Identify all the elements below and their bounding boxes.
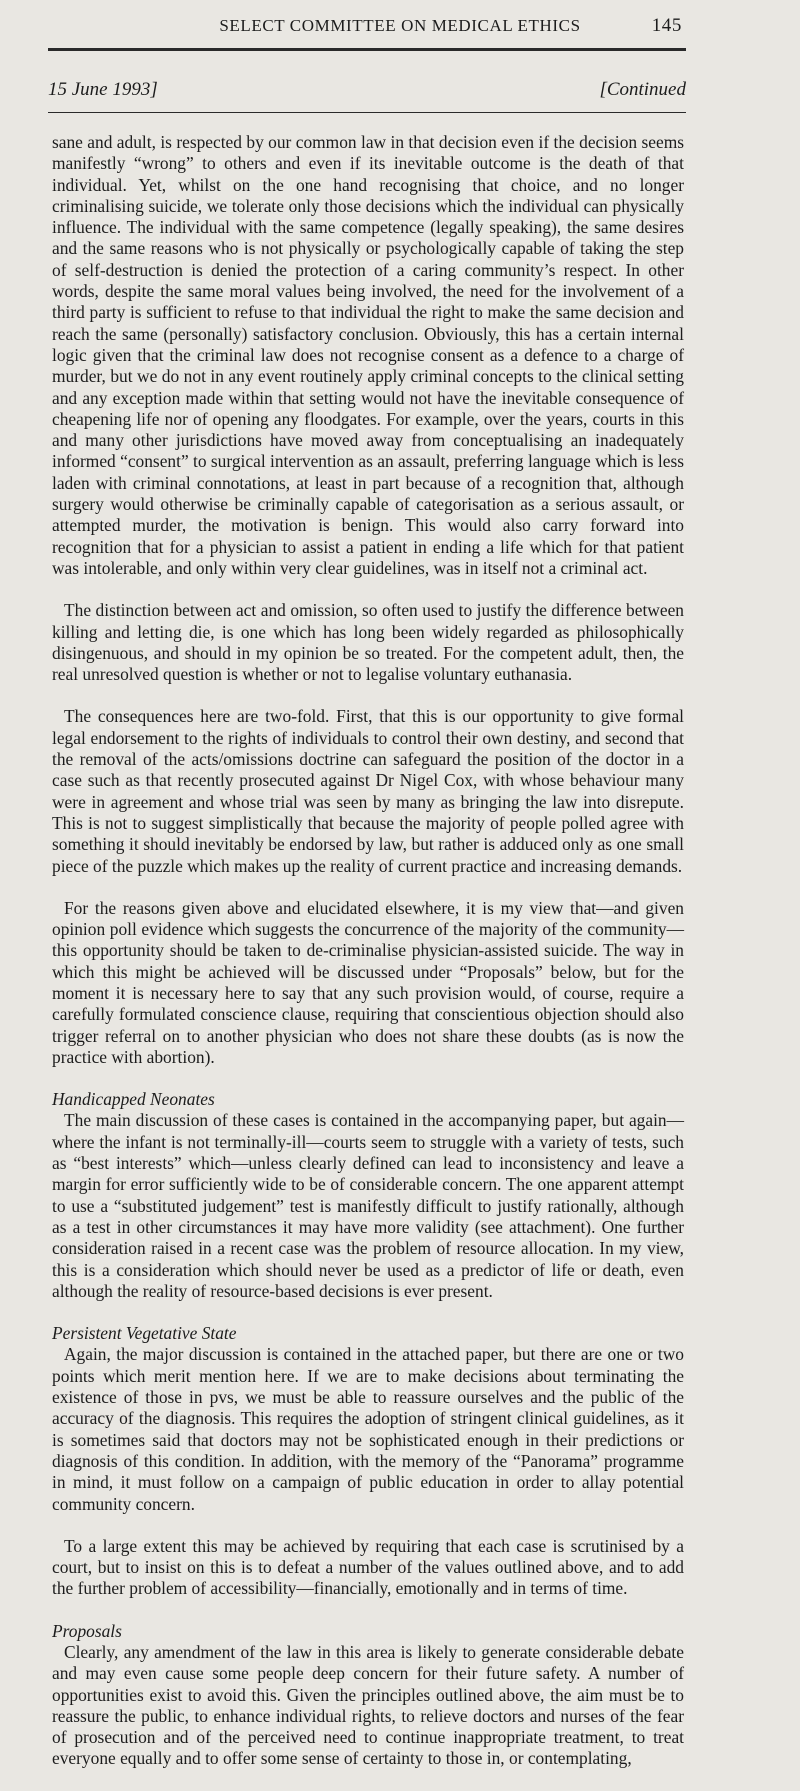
paragraph: For the reasons given above and elucidated elsewhere, it is my view that—and given opinion poll evidence which suggests the concurrence of the majority of the community—this opportunity should be taken to de-criminalise physician-assisted suicide. The way in which this might be achieved will be discussed under “Proposals” below, but for the moment it is necessary here to say that any such provision would, of course, require a carefully formulated conscience clause, requiring that conscientious objection should also trigger referral on to another physician who does not share these doubts (as is now the practice with abortion). [52,897,684,1067]
continued-label: [Continued [599,79,686,100]
section-heading: Persistent Vegetative State [52,1323,237,1344]
paragraph: The main discussion of these cases is contained in the accompanying paper, but again—where the infant is not terminally-ill—courts seem to struggle with a variety of tests, such as “best interests” which—unless clearly defined can lead to inconsistency and leave a margin for error sufficiently wide to be of considerable concern. The one apparent attempt to use a “substituted judgement” test is manifestly difficult to justify rationally, although as a test in other circumstances it may have more validity (see attachment). One further consideration raised in a recent case was the problem of resource allocation. In my view, this is a consideration which should never be used as a predictor of life or death, even although the reality of resource-based decisions is ever present. [52,1110,684,1301]
paragraph: Clearly, any amendment of the law in this area is likely to generate considerable debate and may even cause some people deep concern for their future safety. A number of opportunities exist to avoid this. Given the principles outlined above, the aim must be to reassure the public, to enhance individual rights, to relieve doctors and nurses of the fear of prosecution and of the perceived need to continue inappropriate treatment, to treat everyone equally and to offer some sense of certainty to those in, or contemplating, [52,1642,684,1769]
paragraph: To a large extent this may be achieved by requiring that each case is scrutinised by a court, but to insist on this is to defeat a number of the values outlined above, and to add the further problem of accessibility—financially, emotionally and in terms of time. [52,1535,684,1599]
header-rule-thin [48,112,686,113]
section-heading: Handicapped Neonates [52,1089,215,1110]
sitting-date: 15 June 1993] [48,79,158,100]
document-body [52,132,684,1791]
paragraph: The distinction between act and omission, so often used to justify the difference between killing and letting die, is one which has long been widely regarded as philosophically disingenuous, and should in my opinion be so treated. For the competent adult, then, the real unresolved question is whether or not to legalise voluntary euthanasia. [52,600,684,685]
page-number: 145 [651,15,682,36]
section-heading: Proposals [52,1620,122,1641]
paragraph: sane and adult, is respected by our common law in that decision even if the decision seems manifestly “wrong” to others and even if its inevitable outcome is the death of that individual. Yet, whilst on the one hand recognising that choice, and no longer criminalising suicide, we tolerate only those decisions which the individual can physically influence. The individual with the same competence (legally speaking), the same desires and the same reasons who is not physically or psychologically capable of taking the step of self-destruction is denied the protection of a caring community’s respect. In other words, despite the same moral values being involved, the need for the involvement of a third party is sufficient to refuse to that individual the right to make the same decision and reach the same (personally) satisfactory conclusion. Obviously, this has a certain internal logic given that the criminal law does not recognise consent as a defence to a charge of murder, but we do not in any event routinely apply criminal concepts to the clinical setting and any exception made within that setting would not have the inevitable consequence of cheapening life nor of opening any floodgates. For example, over the years, courts in this and many other jurisdictions have moved away from conceptualising an inadequately informed “consent” to surgical intervention as an assault, preferring language which is less laden with criminal connotations, at least in part because of a recognition that, although surgery would otherwise be criminally capable of categorisation as a serious assault, or attempted murder, the motivation is benign. This would also carry forward into recognition that for a physician to assist a patient in ending a life which for that patient was intolerable, and only within very clear guidelines, was in itself not a criminal act. [52,132,684,578]
paragraph: Again, the major discussion is contained in the attached paper, but there are one or two points which merit mention here. If we are to make decisions about terminating the existence of those in pvs, we must be able to reassure ourselves and the public of the accuracy of the diagnosis. This requires the adoption of stringent clinical guidelines, as it is sometimes said that doctors may not be sophisticated enough in their predictions or diagnosis of this condition. In addition, with the memory of the “Panorama” programme in mind, it must follow on a campaign of public education in order to allay potential community concern. [52,1344,684,1514]
running-title: SELECT COMMITTEE ON MEDICAL ETHICS [219,16,581,35]
date-line [48,79,686,101]
paragraph: The consequences here are two-fold. First, that this is our opportunity to give formal legal endorsement to the rights of individuals to control their own destiny, and second that the removal of the acts/omissions doctrine can safeguard the position of the doctor in a case such as that recently prosecuted against Dr Nigel Cox, with whose behaviour many were in agreement and whose trial was seen by many as bringing the law into disrepute. This is not to suggest simplistically that because the majority of people polled agree with something it should inevitably be endorsed by law, but rather is adduced only as one small piece of the puzzle which makes up the reality of current practice and increasing demands. [52,706,684,876]
header-rule-thick [48,48,686,51]
